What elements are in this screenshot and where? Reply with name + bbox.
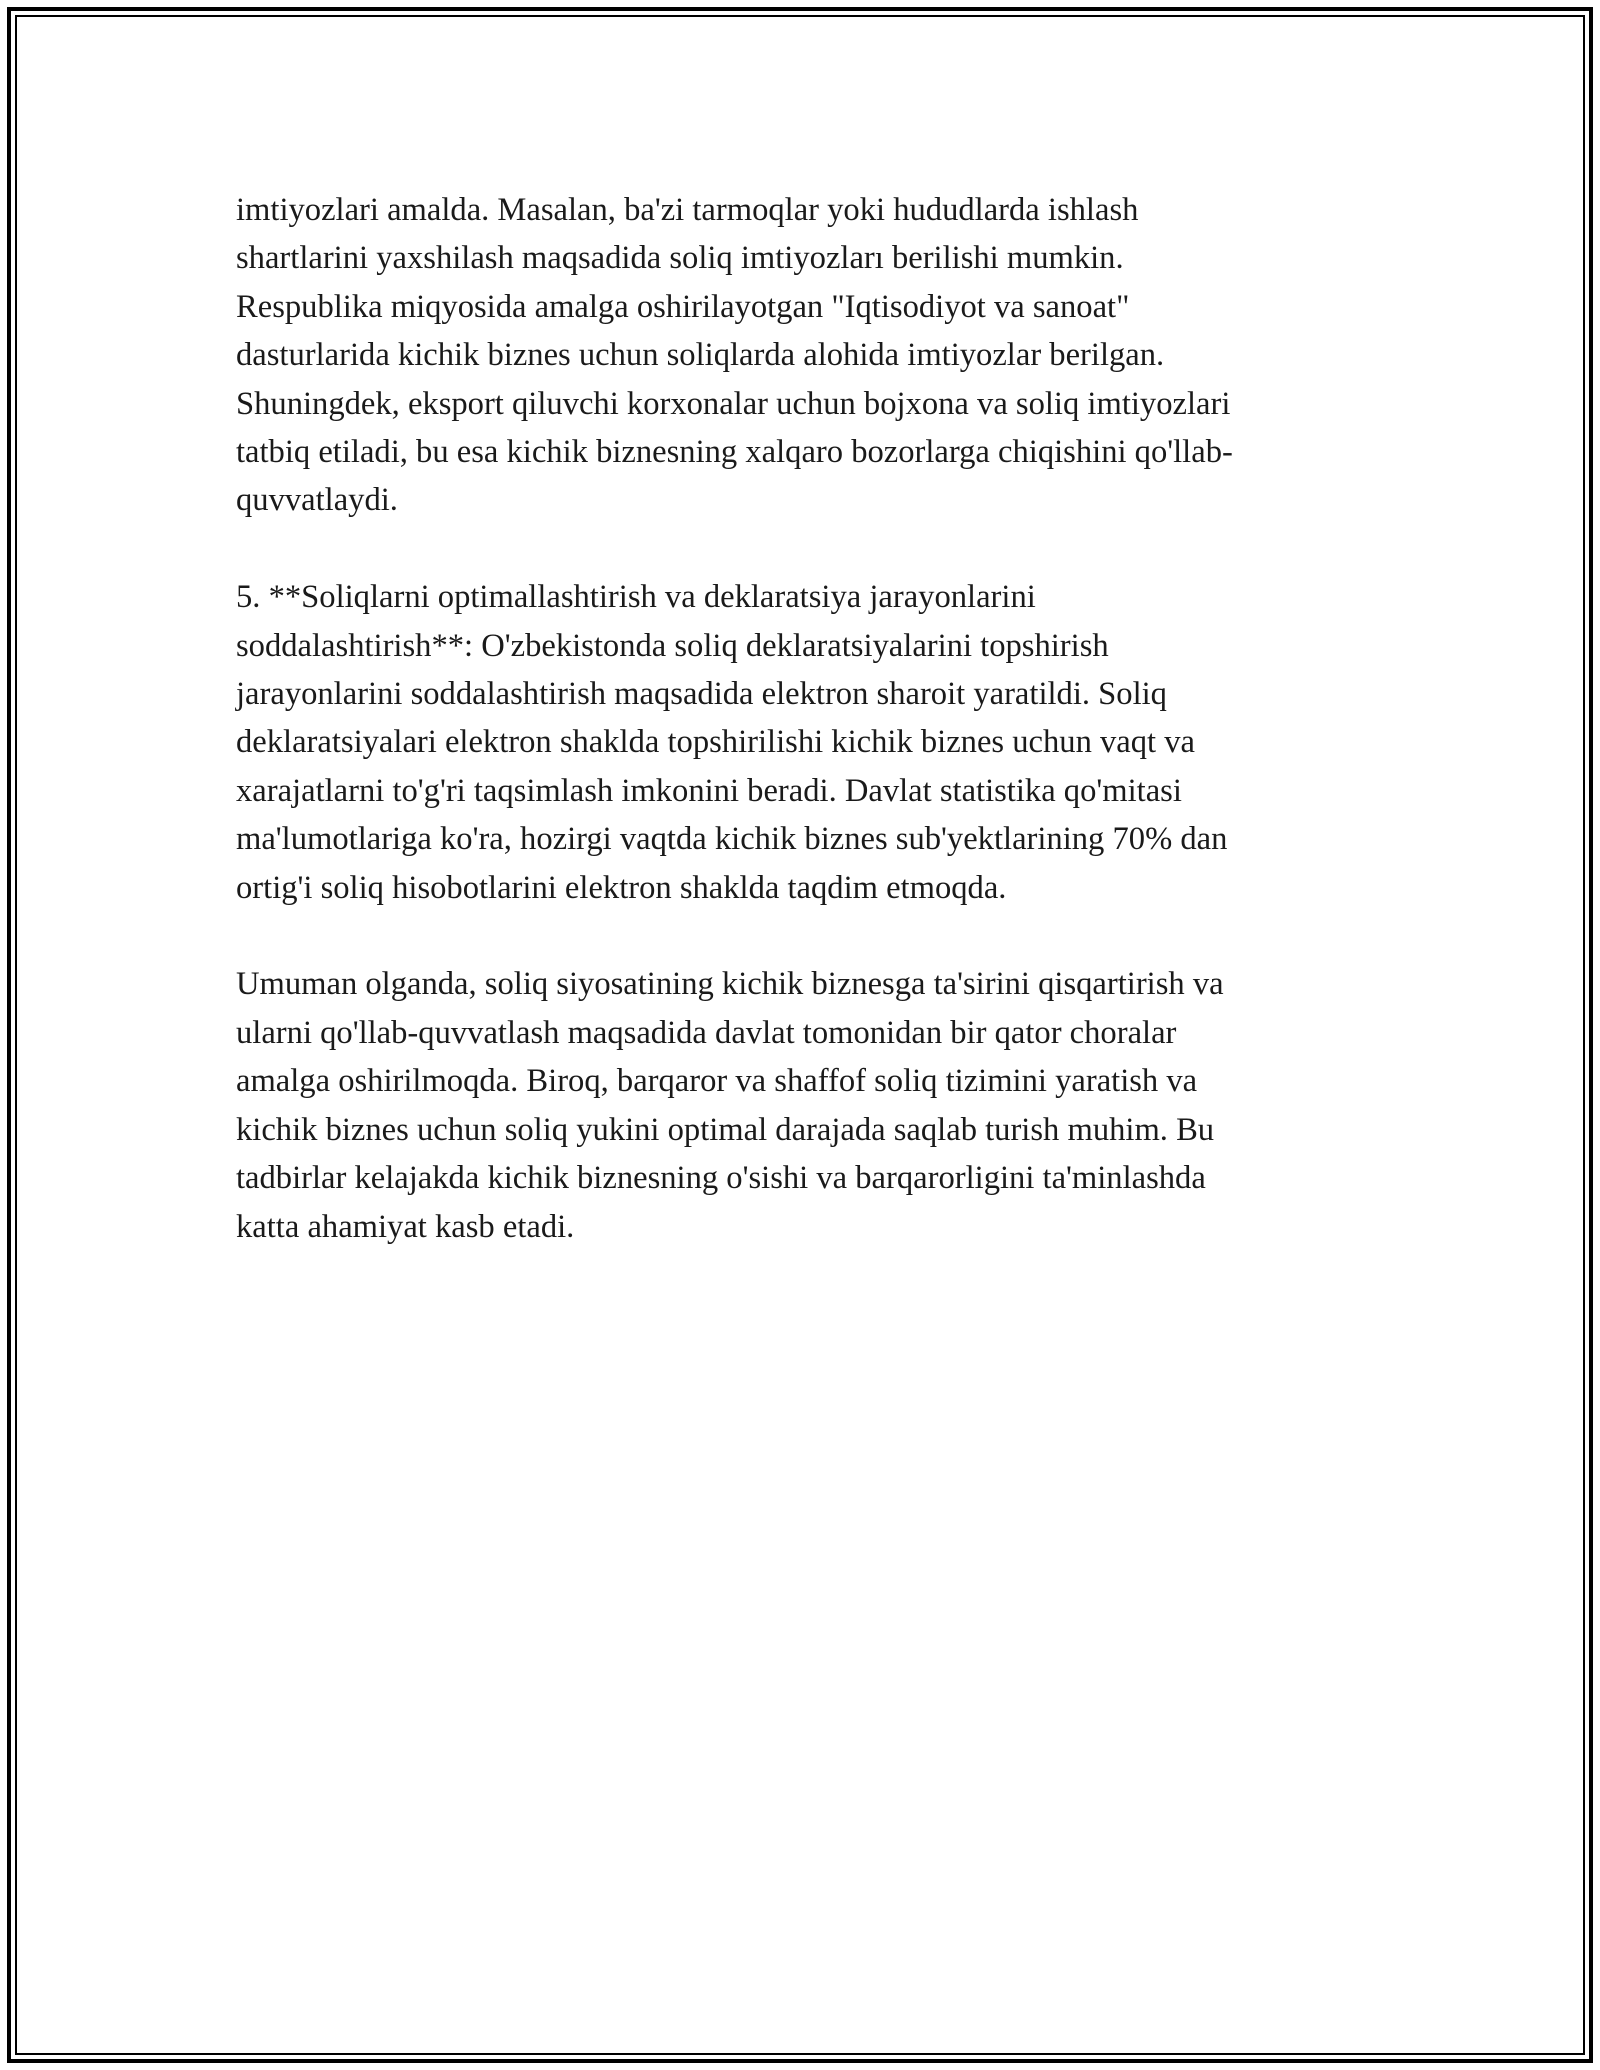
- document-body: [236, 186, 1366, 1299]
- paragraph-tax-declaration: 5. **Soliqlarni optimallashtirish va deklaratsiya jarayonlarini soddalashtirish**: O'zbekistonda soliq deklaratsiyalarini topshirish jarayonlarini soddalashtirish maqsadida elektron sharoit yaratildi. Soliq deklaratsiyalari elektron shaklda topshirilishi kichik biznes uchun vaqt va xarajatlarni to'g'ri taqsimlash imkonini beradi. Davlat statistika qo'mitasi ma'lumotlariga ko'ra, hozirgi vaqtda kichik biznes sub'yektlarining 70% dan ortig'i soliq hisobotlarini elektron shaklda taqdim etmoqda.: [236, 579, 1228, 906]
- paragraph-tax-benefits: imtiyozlari amalda. Masalan, ba'zi tarmoqlar yoki hududlarda ishlash shartlarini yaxshilash maqsadida soliq imtiyozları berilishi mumkin. Respublika miqyosida amalga oshirilayotgan "Iqtisodiyot va sanoat" dasturlarida kichik biznes uchun soliqlarda alohida imtiyozlar berilgan. Shuningdek, eksport qiluvchi korxonalar uchun bojxona va soliq imtiyozlari tatbiq etiladi, bu esa kichik biznesning xalqaro bozorlarga chiqishini qo'llab- quvvatlaydi.: [236, 192, 1233, 519]
- paragraph-conclusion: Umuman olganda, soliq siyosatining kichik biznesga ta'sirini qisqartirish va ularni qo'llab-quvvatlash maqsadida davlat tomonidan bir qator choralar amalga oshirilmoqda. Biroq, barqaror va shaffof soliq tizimini yaratish va kichik biznes uchun soliq yukini optimal darajada saqlab turish muhim. Bu tadbirlar kelajakda kichik biznesning o'sishi va barqarorligini ta'minlashda katta ahamiyat kasb etadi.: [236, 966, 1224, 1245]
